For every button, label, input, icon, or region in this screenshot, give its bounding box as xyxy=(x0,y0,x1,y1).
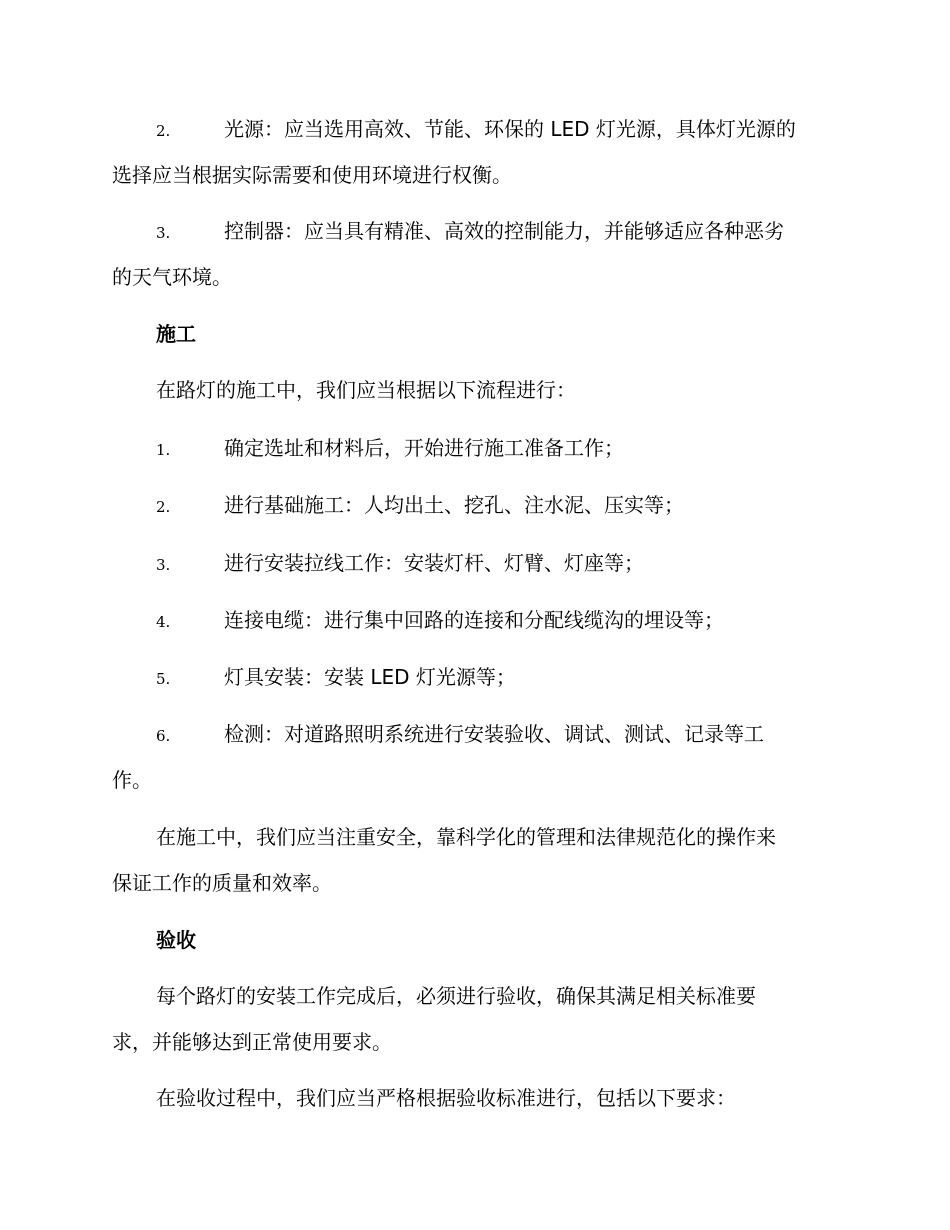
list-text: 检测：对道路照明系统进行安装验收、调试、测试、记录等工 xyxy=(224,722,764,746)
list-number: 5. xyxy=(156,670,171,688)
list-text: 光源：应当选用高效、节能、环保的 LED 灯光源，具体灯光源的 xyxy=(224,117,796,141)
list-item xyxy=(112,597,832,643)
list-text: 进行基础施工：人均出土、挖孔、注水泥、压实等； xyxy=(224,493,684,517)
list-item xyxy=(112,106,832,198)
paragraph xyxy=(112,367,832,413)
paragraph-line: 在施工中，我们应当注重安全，靠科学化的管理和法律规范化的操作来 xyxy=(156,825,776,849)
list-number: 2. xyxy=(156,122,171,140)
list-text: 进行安装拉线工作：安装灯杆、灯臂、灯座等； xyxy=(224,551,644,575)
construction-heading: 施工 xyxy=(156,322,196,346)
list-text-continuation: 选择应当根据实际需要和使用环境进行权衡。 xyxy=(112,163,512,187)
list-text-continuation: 的天气环境。 xyxy=(112,265,232,289)
section-heading xyxy=(112,311,832,357)
construction-intro: 在路灯的施工中，我们应当根据以下流程进行： xyxy=(156,378,576,402)
paragraph-line: 保证工作的质量和效率。 xyxy=(112,871,332,895)
list-number: 4. xyxy=(156,613,171,631)
list-text: 灯具安装：安装 LED 灯光源等； xyxy=(224,665,516,689)
paragraph xyxy=(112,1075,832,1121)
paragraph-line: 在验收过程中，我们应当严格根据验收标准进行，包括以下要求： xyxy=(156,1086,736,1110)
section-heading xyxy=(112,917,832,963)
list-item xyxy=(112,711,832,803)
list-item xyxy=(112,208,832,300)
paragraph-line: 求，并能够达到正常使用要求。 xyxy=(112,1030,392,1054)
list-number: 3. xyxy=(156,556,171,574)
list-item xyxy=(112,482,832,528)
acceptance-heading: 验收 xyxy=(156,928,196,952)
list-text-continuation: 作。 xyxy=(112,768,152,792)
list-number: 6. xyxy=(156,727,171,745)
list-number: 1. xyxy=(156,441,171,459)
list-number: 3. xyxy=(156,224,171,242)
list-text: 确定选址和材料后，开始进行施工准备工作； xyxy=(224,436,624,460)
list-item xyxy=(112,540,832,586)
paragraph xyxy=(112,973,832,1065)
paragraph-line: 每个路灯的安装工作完成后，必须进行验收，确保其满足相关标准要 xyxy=(156,984,756,1008)
paragraph xyxy=(112,814,832,906)
list-text: 控制器：应当具有精准、高效的控制能力，并能够适应各种恶劣 xyxy=(224,219,784,243)
list-item xyxy=(112,425,832,471)
list-item xyxy=(112,654,832,700)
list-text: 连接电缆：进行集中回路的连接和分配线缆沟的埋设等； xyxy=(224,608,724,632)
list-number: 2. xyxy=(156,498,171,516)
